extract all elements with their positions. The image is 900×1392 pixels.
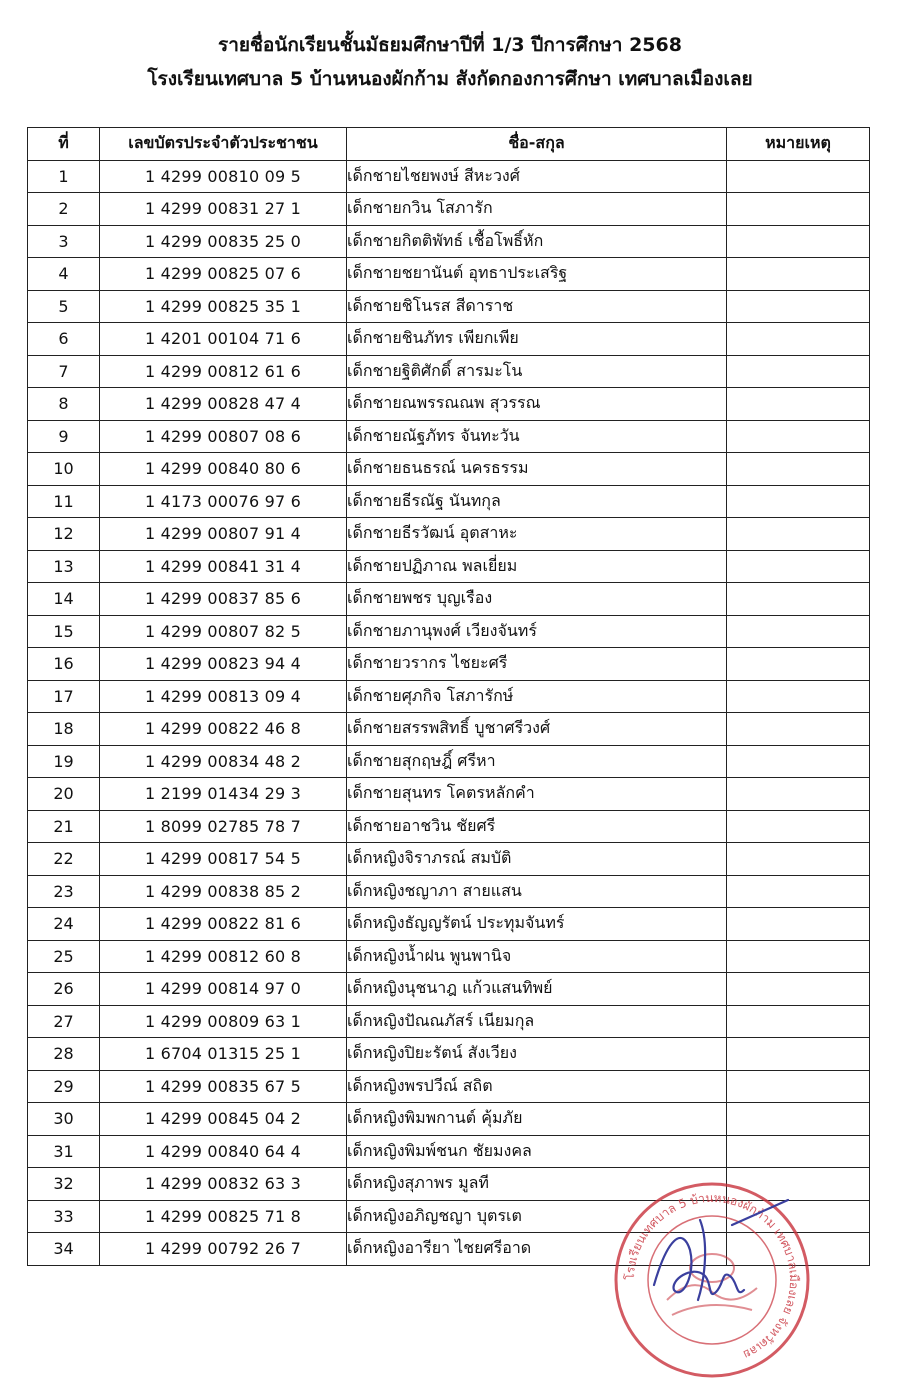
table-row: [28, 420, 870, 453]
row-number-cell: 5: [28, 290, 100, 323]
table-row: [28, 485, 870, 518]
student-name-cell: เด็กหญิงจิราภรณ์ สมบัติ: [347, 843, 727, 876]
column-header-number: ที่: [28, 128, 100, 161]
remarks-cell: [727, 778, 870, 811]
id-number-cell: 1 4299 00812 60 8: [100, 940, 347, 973]
row-number-cell: 15: [28, 615, 100, 648]
row-number-cell: 3: [28, 225, 100, 258]
seal-emblem-icon: [667, 1254, 757, 1315]
remarks-cell: [727, 680, 870, 713]
student-name-cell: เด็กหญิงอารียา ไชยศรีอาด: [347, 1233, 727, 1266]
row-number-cell: 18: [28, 713, 100, 746]
id-number-cell: 1 4299 00840 80 6: [100, 453, 347, 486]
id-number-cell: 1 4299 00825 35 1: [100, 290, 347, 323]
id-number-cell: 1 6704 01315 25 1: [100, 1038, 347, 1071]
id-number-cell: 1 4299 00837 85 6: [100, 583, 347, 616]
id-number-cell: 1 4201 00104 71 6: [100, 323, 347, 356]
remarks-cell: [727, 973, 870, 1006]
student-name-cell: เด็กหญิงน้ำฝน พูนพานิจ: [347, 940, 727, 973]
id-number-cell: 1 4299 00825 71 8: [100, 1200, 347, 1233]
row-number-cell: 8: [28, 388, 100, 421]
student-name-cell: เด็กหญิงชญาภา สายแสน: [347, 875, 727, 908]
document-subtitle: โรงเรียนเทศบาล 5 บ้านหนองผักก้าม สังกัดกองการศึกษา เทศบาลเมืองเลย: [147, 68, 753, 90]
student-name-cell: เด็กชายพชร บุญเรือง: [347, 583, 727, 616]
student-roster-table: [27, 127, 870, 1266]
row-number-cell: 17: [28, 680, 100, 713]
id-number-cell: 1 4299 00812 61 6: [100, 355, 347, 388]
row-number-cell: 33: [28, 1200, 100, 1233]
table-row: [28, 258, 870, 291]
table-row: [28, 713, 870, 746]
table-row: [28, 1103, 870, 1136]
table-row: [28, 648, 870, 681]
student-name-cell: เด็กชายภานุพงศ์ เวียงจันทร์: [347, 615, 727, 648]
row-number-cell: 28: [28, 1038, 100, 1071]
row-number-cell: 10: [28, 453, 100, 486]
row-number-cell: 22: [28, 843, 100, 876]
remarks-cell: [727, 160, 870, 193]
table-row: [28, 290, 870, 323]
remarks-cell: [727, 1005, 870, 1038]
table-row: [28, 355, 870, 388]
remarks-cell: [727, 1103, 870, 1136]
table-header-row: [28, 128, 870, 161]
row-number-cell: 30: [28, 1103, 100, 1136]
row-number-cell: 14: [28, 583, 100, 616]
remarks-cell: [727, 1135, 870, 1168]
remarks-cell: [727, 648, 870, 681]
table-row: [28, 940, 870, 973]
column-header-full-name: ชื่อ-สกุล: [347, 128, 727, 161]
column-header-id-number: เลขบัตรประจำตัวประชาชน: [100, 128, 347, 161]
id-number-cell: 1 4299 00792 26 7: [100, 1233, 347, 1266]
remarks-cell: [727, 355, 870, 388]
remarks-cell: [727, 258, 870, 291]
table-row: [28, 453, 870, 486]
student-name-cell: เด็กชายฐิติศักดิ์ สารมะโน: [347, 355, 727, 388]
table-row: [28, 908, 870, 941]
table-row: [28, 615, 870, 648]
id-number-cell: 1 4299 00828 47 4: [100, 388, 347, 421]
remarks-cell: [727, 193, 870, 226]
remarks-cell: [727, 875, 870, 908]
student-name-cell: เด็กชายธีรวัฒน์ อุตสาหะ: [347, 518, 727, 551]
student-name-cell: เด็กชายสรรพสิทธิ์ บูชาศรีวงศ์: [347, 713, 727, 746]
remarks-cell: [727, 615, 870, 648]
table-row: [28, 225, 870, 258]
row-number-cell: 7: [28, 355, 100, 388]
student-name-cell: เด็กชายณัฐภัทร จันทะวัน: [347, 420, 727, 453]
student-name-cell: เด็กหญิงนุชนาฎ แก้วแสนทิพย์: [347, 973, 727, 1006]
row-number-cell: 2: [28, 193, 100, 226]
row-number-cell: 16: [28, 648, 100, 681]
id-number-cell: 1 4299 00835 25 0: [100, 225, 347, 258]
student-name-cell: เด็กหญิงอภิญชญา บุตรเต: [347, 1200, 727, 1233]
student-name-cell: เด็กชายกวิน โสภารัก: [347, 193, 727, 226]
table-row: [28, 1038, 870, 1071]
student-name-cell: เด็กชายอาชวิน ชัยศรี: [347, 810, 727, 843]
table-row: [28, 518, 870, 551]
row-number-cell: 24: [28, 908, 100, 941]
row-number-cell: 31: [28, 1135, 100, 1168]
table-row: [28, 323, 870, 356]
remarks-cell: [727, 713, 870, 746]
remarks-cell: [727, 908, 870, 941]
column-header-remarks: หมายเหตุ: [727, 128, 870, 161]
student-name-cell: เด็กหญิงปัณณภัสร์ เนียมกุล: [347, 1005, 727, 1038]
remarks-cell: [727, 290, 870, 323]
row-number-cell: 11: [28, 485, 100, 518]
id-number-cell: 1 4299 00834 48 2: [100, 745, 347, 778]
id-number-cell: 1 4299 00810 09 5: [100, 160, 347, 193]
remarks-cell: [727, 843, 870, 876]
table-row: [28, 193, 870, 226]
id-number-cell: 1 4299 00814 97 0: [100, 973, 347, 1006]
student-name-cell: เด็กหญิงพิมพกานต์ คุ้มภัย: [347, 1103, 727, 1136]
remarks-cell: [727, 583, 870, 616]
remarks-cell: [727, 453, 870, 486]
remarks-cell: [727, 420, 870, 453]
row-number-cell: 27: [28, 1005, 100, 1038]
student-name-cell: เด็กชายชินภัทร เพียกเพีย: [347, 323, 727, 356]
remarks-cell: [727, 485, 870, 518]
id-number-cell: 1 4299 00840 64 4: [100, 1135, 347, 1168]
student-name-cell: เด็กหญิงพรปวีณ์ สถิต: [347, 1070, 727, 1103]
row-number-cell: 25: [28, 940, 100, 973]
student-name-cell: เด็กชายธนธรณ์ นครธรรม: [347, 453, 727, 486]
student-name-cell: เด็กชายปฏิภาณ พลเยี่ยม: [347, 550, 727, 583]
row-number-cell: 29: [28, 1070, 100, 1103]
id-number-cell: 1 4299 00835 67 5: [100, 1070, 347, 1103]
table-row: [28, 388, 870, 421]
id-number-cell: 1 4299 00807 82 5: [100, 615, 347, 648]
table-row: [28, 1005, 870, 1038]
id-number-cell: 1 4299 00841 31 4: [100, 550, 347, 583]
remarks-cell: [727, 940, 870, 973]
table-row: [28, 1070, 870, 1103]
row-number-cell: 26: [28, 973, 100, 1006]
row-number-cell: 21: [28, 810, 100, 843]
document-title: รายชื่อนักเรียนชั้นมัธยมศึกษาปีที่ 1/3 ปีการศึกษา 2568: [218, 34, 682, 56]
student-name-cell: เด็กชายกิตติพัทธ์ เชื้อโพธิ์หัก: [347, 225, 727, 258]
table-row: [28, 843, 870, 876]
remarks-cell: [727, 1070, 870, 1103]
id-number-cell: 1 4299 00822 81 6: [100, 908, 347, 941]
remarks-cell: [727, 323, 870, 356]
table-row: [28, 810, 870, 843]
row-number-cell: 9: [28, 420, 100, 453]
table-row: [28, 583, 870, 616]
student-name-cell: เด็กชายธีรณัฐ นันทกุล: [347, 485, 727, 518]
id-number-cell: 1 4299 00822 46 8: [100, 713, 347, 746]
table-row: [28, 550, 870, 583]
id-number-cell: 1 4299 00823 94 4: [100, 648, 347, 681]
student-name-cell: เด็กชายวรากร ไชยะศรี: [347, 648, 727, 681]
row-number-cell: 34: [28, 1233, 100, 1266]
seal-ring-text: โรงเรียนเทศบาล 5 บ้านหนองผักก้าม เทศบาลเมืองเลย จังหวัดเลย: [622, 1190, 802, 1362]
row-number-cell: 13: [28, 550, 100, 583]
student-name-cell: เด็กชายชิโนรส สีดาราช: [347, 290, 727, 323]
id-number-cell: 1 4299 00817 54 5: [100, 843, 347, 876]
student-name-cell: เด็กหญิงพิมพ์ชนก ชัยมงคล: [347, 1135, 727, 1168]
row-number-cell: 4: [28, 258, 100, 291]
table-row: [28, 160, 870, 193]
student-name-cell: เด็กชายไชยพงษ์ สีหะวงศ์: [347, 160, 727, 193]
id-number-cell: 1 4299 00831 27 1: [100, 193, 347, 226]
id-number-cell: 1 4299 00813 09 4: [100, 680, 347, 713]
student-name-cell: เด็กชายสุกฤษฎิ์ ศรีหา: [347, 745, 727, 778]
remarks-cell: [727, 225, 870, 258]
remarks-cell: [727, 518, 870, 551]
row-number-cell: 6: [28, 323, 100, 356]
id-number-cell: 1 4299 00807 91 4: [100, 518, 347, 551]
student-name-cell: เด็กชายชยานันต์ อุทธาประเสริฐ: [347, 258, 727, 291]
remarks-cell: [727, 388, 870, 421]
id-number-cell: 1 4299 00807 08 6: [100, 420, 347, 453]
row-number-cell: 19: [28, 745, 100, 778]
remarks-cell: [727, 1038, 870, 1071]
remarks-cell: [727, 550, 870, 583]
row-number-cell: 1: [28, 160, 100, 193]
student-name-cell: เด็กหญิงสุภาพร มูลที: [347, 1168, 727, 1201]
row-number-cell: 23: [28, 875, 100, 908]
student-name-cell: เด็กชายณพรรณณพ สุวรรณ: [347, 388, 727, 421]
student-name-cell: เด็กหญิงธัญญรัตน์ ประทุมจันทร์: [347, 908, 727, 941]
table-row: [28, 680, 870, 713]
remarks-cell: [727, 745, 870, 778]
table-row: [28, 745, 870, 778]
row-number-cell: 12: [28, 518, 100, 551]
id-number-cell: 1 4299 00809 63 1: [100, 1005, 347, 1038]
document-header: [0, 28, 900, 96]
table-row: [28, 1135, 870, 1168]
student-name-cell: เด็กชายสุนทร โคตรหลักคำ: [347, 778, 727, 811]
row-number-cell: 20: [28, 778, 100, 811]
id-number-cell: 1 4299 00825 07 6: [100, 258, 347, 291]
id-number-cell: 1 4299 00838 85 2: [100, 875, 347, 908]
id-number-cell: 1 8099 02785 78 7: [100, 810, 347, 843]
student-name-cell: เด็กชายศุภกิจ โสภารักษ์: [347, 680, 727, 713]
id-number-cell: 1 4299 00832 63 3: [100, 1168, 347, 1201]
remarks-cell: [727, 810, 870, 843]
id-number-cell: 1 2199 01434 29 3: [100, 778, 347, 811]
student-name-cell: เด็กหญิงปิยะรัตน์ สังเวียง: [347, 1038, 727, 1071]
id-number-cell: 1 4173 00076 97 6: [100, 485, 347, 518]
roster-body: [28, 160, 870, 1265]
table-row: [28, 973, 870, 1006]
table-row: [28, 778, 870, 811]
id-number-cell: 1 4299 00845 04 2: [100, 1103, 347, 1136]
row-number-cell: 32: [28, 1168, 100, 1201]
school-seal-stamp: [612, 1180, 812, 1380]
table-row: [28, 875, 870, 908]
